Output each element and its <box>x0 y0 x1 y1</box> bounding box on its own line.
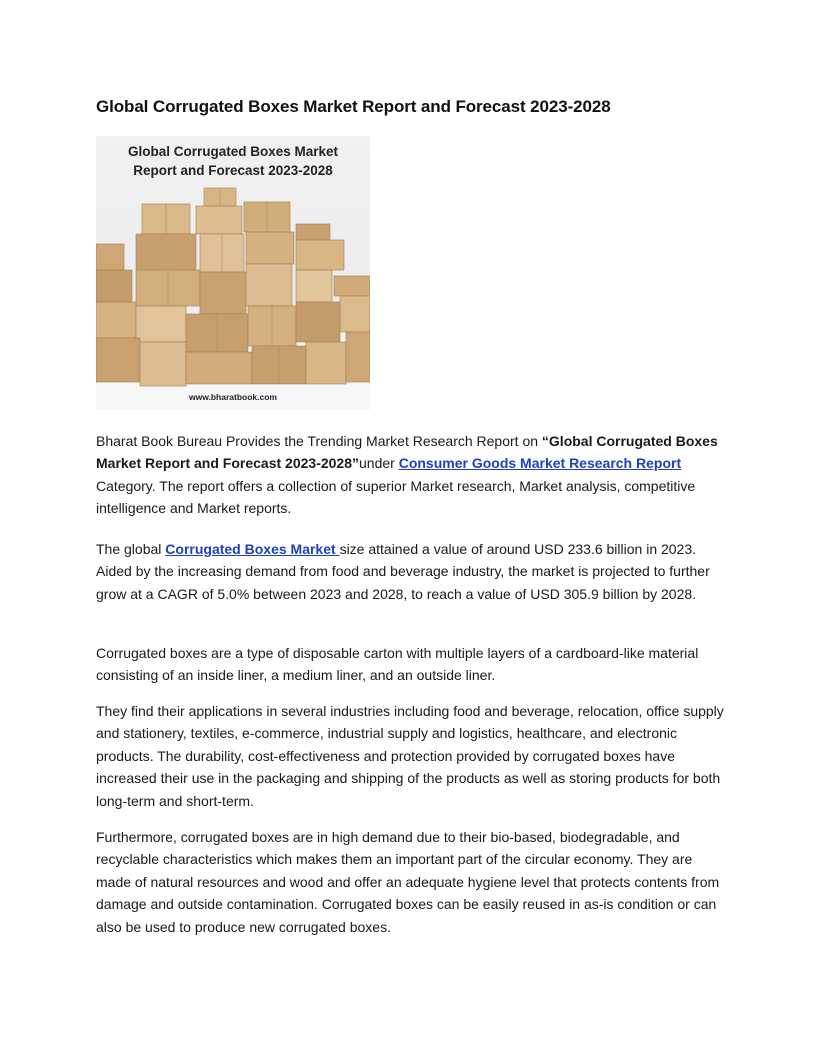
consumer-goods-category-link[interactable]: Consumer Goods Market Research Report <box>398 455 682 472</box>
definition-paragraph: Corrugated boxes are a type of disposable carton with multiple layers of a cardboard-like material consisting of an inside liner, a medium liner, and an outside liner. <box>96 645 699 684</box>
market-lead: The global <box>96 541 166 557</box>
sustainability-paragraph: Furthermore, corrugated boxes are in high demand due to their bio-based, biodegradable, and recyclable characteristics which makes them an important part of the circular economy. They are made of natural resources and wood and offer an adequate hygiene level that protects contents from damage and outside contamination. Corrugated boxes can be easily reused in as-is condition or can also be used to produce new corrugated boxes. <box>96 829 720 935</box>
intro-paragraph <box>96 430 724 520</box>
page-title: Global Corrugated Boxes Market Report and Forecast 2023-2028 <box>96 97 611 116</box>
intro-rest: Category. The report offers a collection of superior Market research, Market analysis, competitive intelligence and Market reports. <box>96 477 696 517</box>
intro-text: Bharat Book Bureau Provides the Trending Market Research Report on <box>96 433 542 449</box>
report-name: “Global Corrugated Boxes Market Report and Forecast 2023-2028” <box>96 433 718 472</box>
applications-paragraph: They find their applications in several industries including food and beverage, relocation, office supply and stationery, textiles, e-commerce, industrial supply and logistics, healthcare, and electronic products. The durability, cost-effectiveness and protection provided by corrugated boxes have increased their use in the packaging and shipping of the products as well as storing products for both long-term and short-term. <box>96 703 724 809</box>
cover-title: Global Corrugated Boxes Market Report and Forecast 2023-2028 <box>127 144 339 178</box>
market-size-paragraph <box>96 538 724 605</box>
cover-image <box>96 136 370 410</box>
market-rest: size attained a value of around USD 233.6 billion in 2023. Aided by the increasing demand from food and beverage industry, the market is projected to further grow at a CAGR of 5.0% between 2023 and 2028, to reach a value of USD 305.9 billion by 2028. <box>96 541 710 602</box>
corrugated-boxes-market-link[interactable]: Corrugated Boxes Market <box>165 541 340 557</box>
cover-website: www.bharatbook.com <box>188 392 277 402</box>
under-text: under <box>359 455 399 472</box>
